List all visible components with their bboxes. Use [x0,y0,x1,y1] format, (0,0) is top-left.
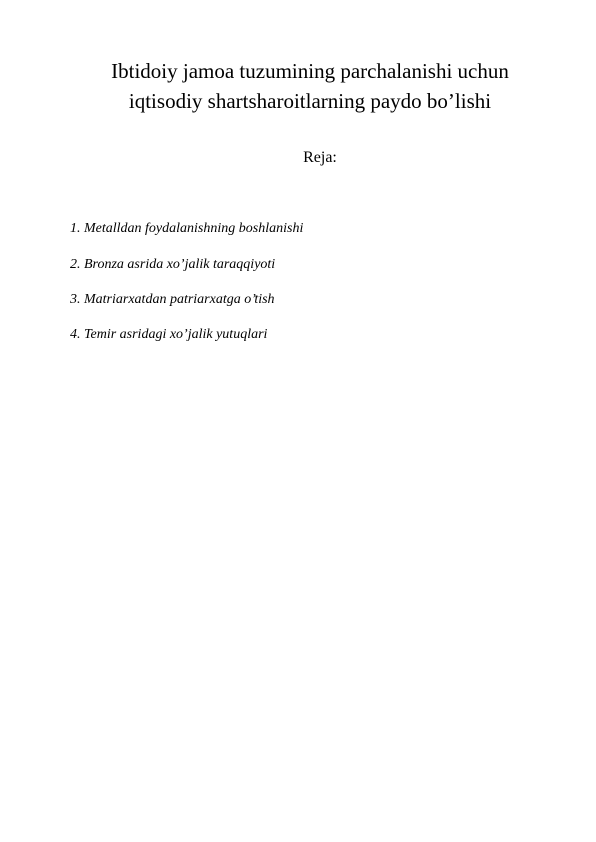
plan-item: 4. Temir asridagi xo’jalik yutuqlari [70,327,268,342]
title-line-2: iqtisodiy shartsharoitlarning paydo bo’lishi [128,89,492,113]
plan-item: 2. Bronza asrida xo’jalik taraqqiyoti [70,257,276,272]
plan-heading: Reja: [303,149,337,166]
plan-item: 1. Metalldan foydalanishning boshlanishi [70,221,304,236]
title-line-1: Ibtidoiy jamoa tuzumining parchalanishi uchun [111,59,509,83]
plan-item: 3. Matriarxatdan patriarxatga o’tish [70,292,275,307]
